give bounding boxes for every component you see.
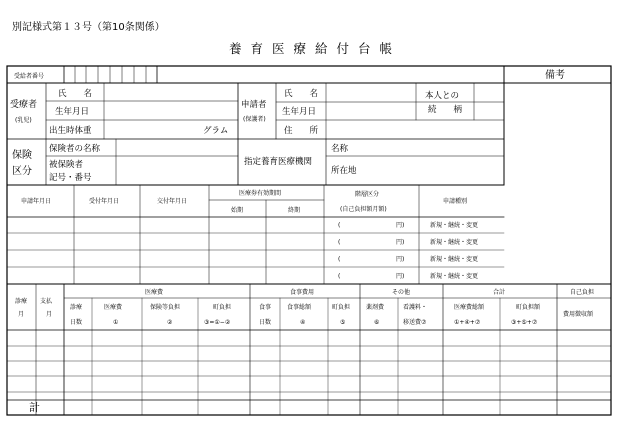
applicant-name-label: 氏 名 — [284, 89, 319, 99]
application-type-option: 新規・継続・変更 — [430, 239, 479, 246]
birth-weight-label: 出生時体重 — [49, 126, 92, 136]
application-date-header: 申請年月日 — [21, 198, 52, 205]
treatment-month-line1: 診療 — [15, 298, 28, 305]
relation-label-line1: 本人との — [425, 91, 460, 101]
meal-days-header: 日数 — [259, 319, 272, 326]
applicant-birthdate-label: 生年月日 — [282, 107, 317, 117]
meal-town-burden-header: 町負担 — [332, 304, 351, 311]
tier-paren-open: ( — [338, 239, 341, 246]
total-medical-header: 医療費総額 — [454, 304, 485, 311]
applicant-address-label: 住 所 — [284, 126, 319, 136]
treatment-month-line2: 月 — [18, 311, 25, 318]
drug-cost-header: 薬剤費 — [366, 304, 385, 311]
weight-unit: グラム — [203, 126, 229, 136]
total-medical-header: ①+④+⑦ — [454, 319, 481, 326]
tier-paren-open: ( — [338, 222, 341, 229]
application-type-header: 申請種別 — [443, 198, 468, 205]
sum-row-label: 計 — [29, 401, 40, 414]
tier-header-line1: 階層区分 — [355, 191, 380, 198]
application-type-option: 新規・継続・変更 — [430, 222, 479, 229]
town-burden-header: 町負担 — [213, 304, 232, 311]
insured-label-line2: 記号・番号 — [49, 173, 92, 183]
remarks-label: 備考 — [545, 70, 565, 81]
tier-header-line2: (自己負担額月額) — [340, 206, 387, 213]
meal-total-header: ④ — [300, 319, 306, 326]
medical-cost-header: 医療費 — [104, 304, 123, 311]
insured-label-line1: 被保険者 — [49, 160, 84, 170]
tier-paren-open: ( — [338, 273, 341, 280]
application-type-option: 新規・継続・変更 — [430, 273, 479, 280]
medical-expense-header: 医療費 — [145, 289, 164, 296]
patient-title: 受療者 — [10, 100, 38, 110]
nursing-transport-header: 看護料・ — [403, 304, 428, 311]
cost-collection-header: 費用徴収額 — [563, 311, 594, 318]
drug-cost-header: ⑥ — [374, 319, 380, 326]
insurer-name-label: 保険者の名称 — [49, 144, 101, 154]
validity-start-header: 始期 — [231, 207, 244, 214]
issue-date-header: 交付年月日 — [157, 198, 188, 205]
meal-expense-header: 食事費用 — [290, 289, 315, 296]
medical-cost-header: ① — [113, 319, 119, 326]
patient-birthdate-label: 生年月日 — [55, 107, 90, 117]
insurance-burden-header: 保険等負担 — [150, 304, 181, 311]
patient-name-label: 氏 名 — [58, 89, 93, 99]
tier-yen-close: 円) — [396, 222, 405, 229]
meal-total-header: 食事総額 — [287, 304, 312, 311]
receipt-date-header: 受付年月日 — [89, 198, 120, 205]
applicant-title: 申請者 — [241, 100, 267, 110]
validity-end-header: 終期 — [288, 207, 301, 214]
self-pay-header: 自己負担 — [570, 289, 595, 296]
facility-name-label: 名称 — [331, 144, 349, 154]
patient-title-note: (乳児) — [15, 117, 32, 124]
facility-label: 指定養育医療機関 — [244, 157, 313, 167]
recipient-number-label: 受給者番号 — [14, 73, 45, 80]
insurance-title-line1: 保険 — [12, 150, 32, 161]
nursing-transport-header: 移送費⑦ — [403, 319, 427, 326]
tier-yen-close: 円) — [396, 256, 405, 263]
tier-yen-close: 円) — [396, 239, 405, 246]
payment-month-line2: 月 — [46, 311, 53, 318]
relation-label-line2: 続 柄 — [428, 105, 463, 115]
meal-town-burden-header: ⑤ — [340, 319, 346, 326]
payment-month-line1: 支払 — [40, 298, 53, 305]
page-title: 養育医療給付台帳 — [228, 41, 401, 56]
form-grid-lines — [7, 66, 611, 415]
form-caption: 別記様式第１３号（第10条関係） — [12, 22, 165, 33]
applicant-title-note: (保護者) — [243, 116, 266, 123]
total-header: 合計 — [493, 289, 506, 296]
other-expense-header: その他 — [392, 289, 411, 296]
tier-yen-close: 円) — [396, 273, 405, 280]
facility-address-label: 所在地 — [331, 166, 357, 176]
total-town-burden-header: ③+⑤+⑦ — [511, 319, 538, 326]
tier-paren-open: ( — [338, 256, 341, 263]
total-town-burden-header: 町負担額 — [516, 304, 541, 311]
insurance-burden-header: ② — [167, 319, 173, 326]
validity-period-header: 医療券有効期間 — [239, 190, 282, 197]
medical-days-header: 日数 — [70, 319, 83, 326]
meal-days-header: 食事 — [259, 304, 272, 311]
application-type-option: 新規・継続・変更 — [430, 256, 479, 263]
insurance-title-line2: 区分 — [12, 166, 32, 177]
town-burden-header: ③=①−② — [204, 319, 231, 326]
medical-days-header: 診療 — [70, 304, 83, 311]
